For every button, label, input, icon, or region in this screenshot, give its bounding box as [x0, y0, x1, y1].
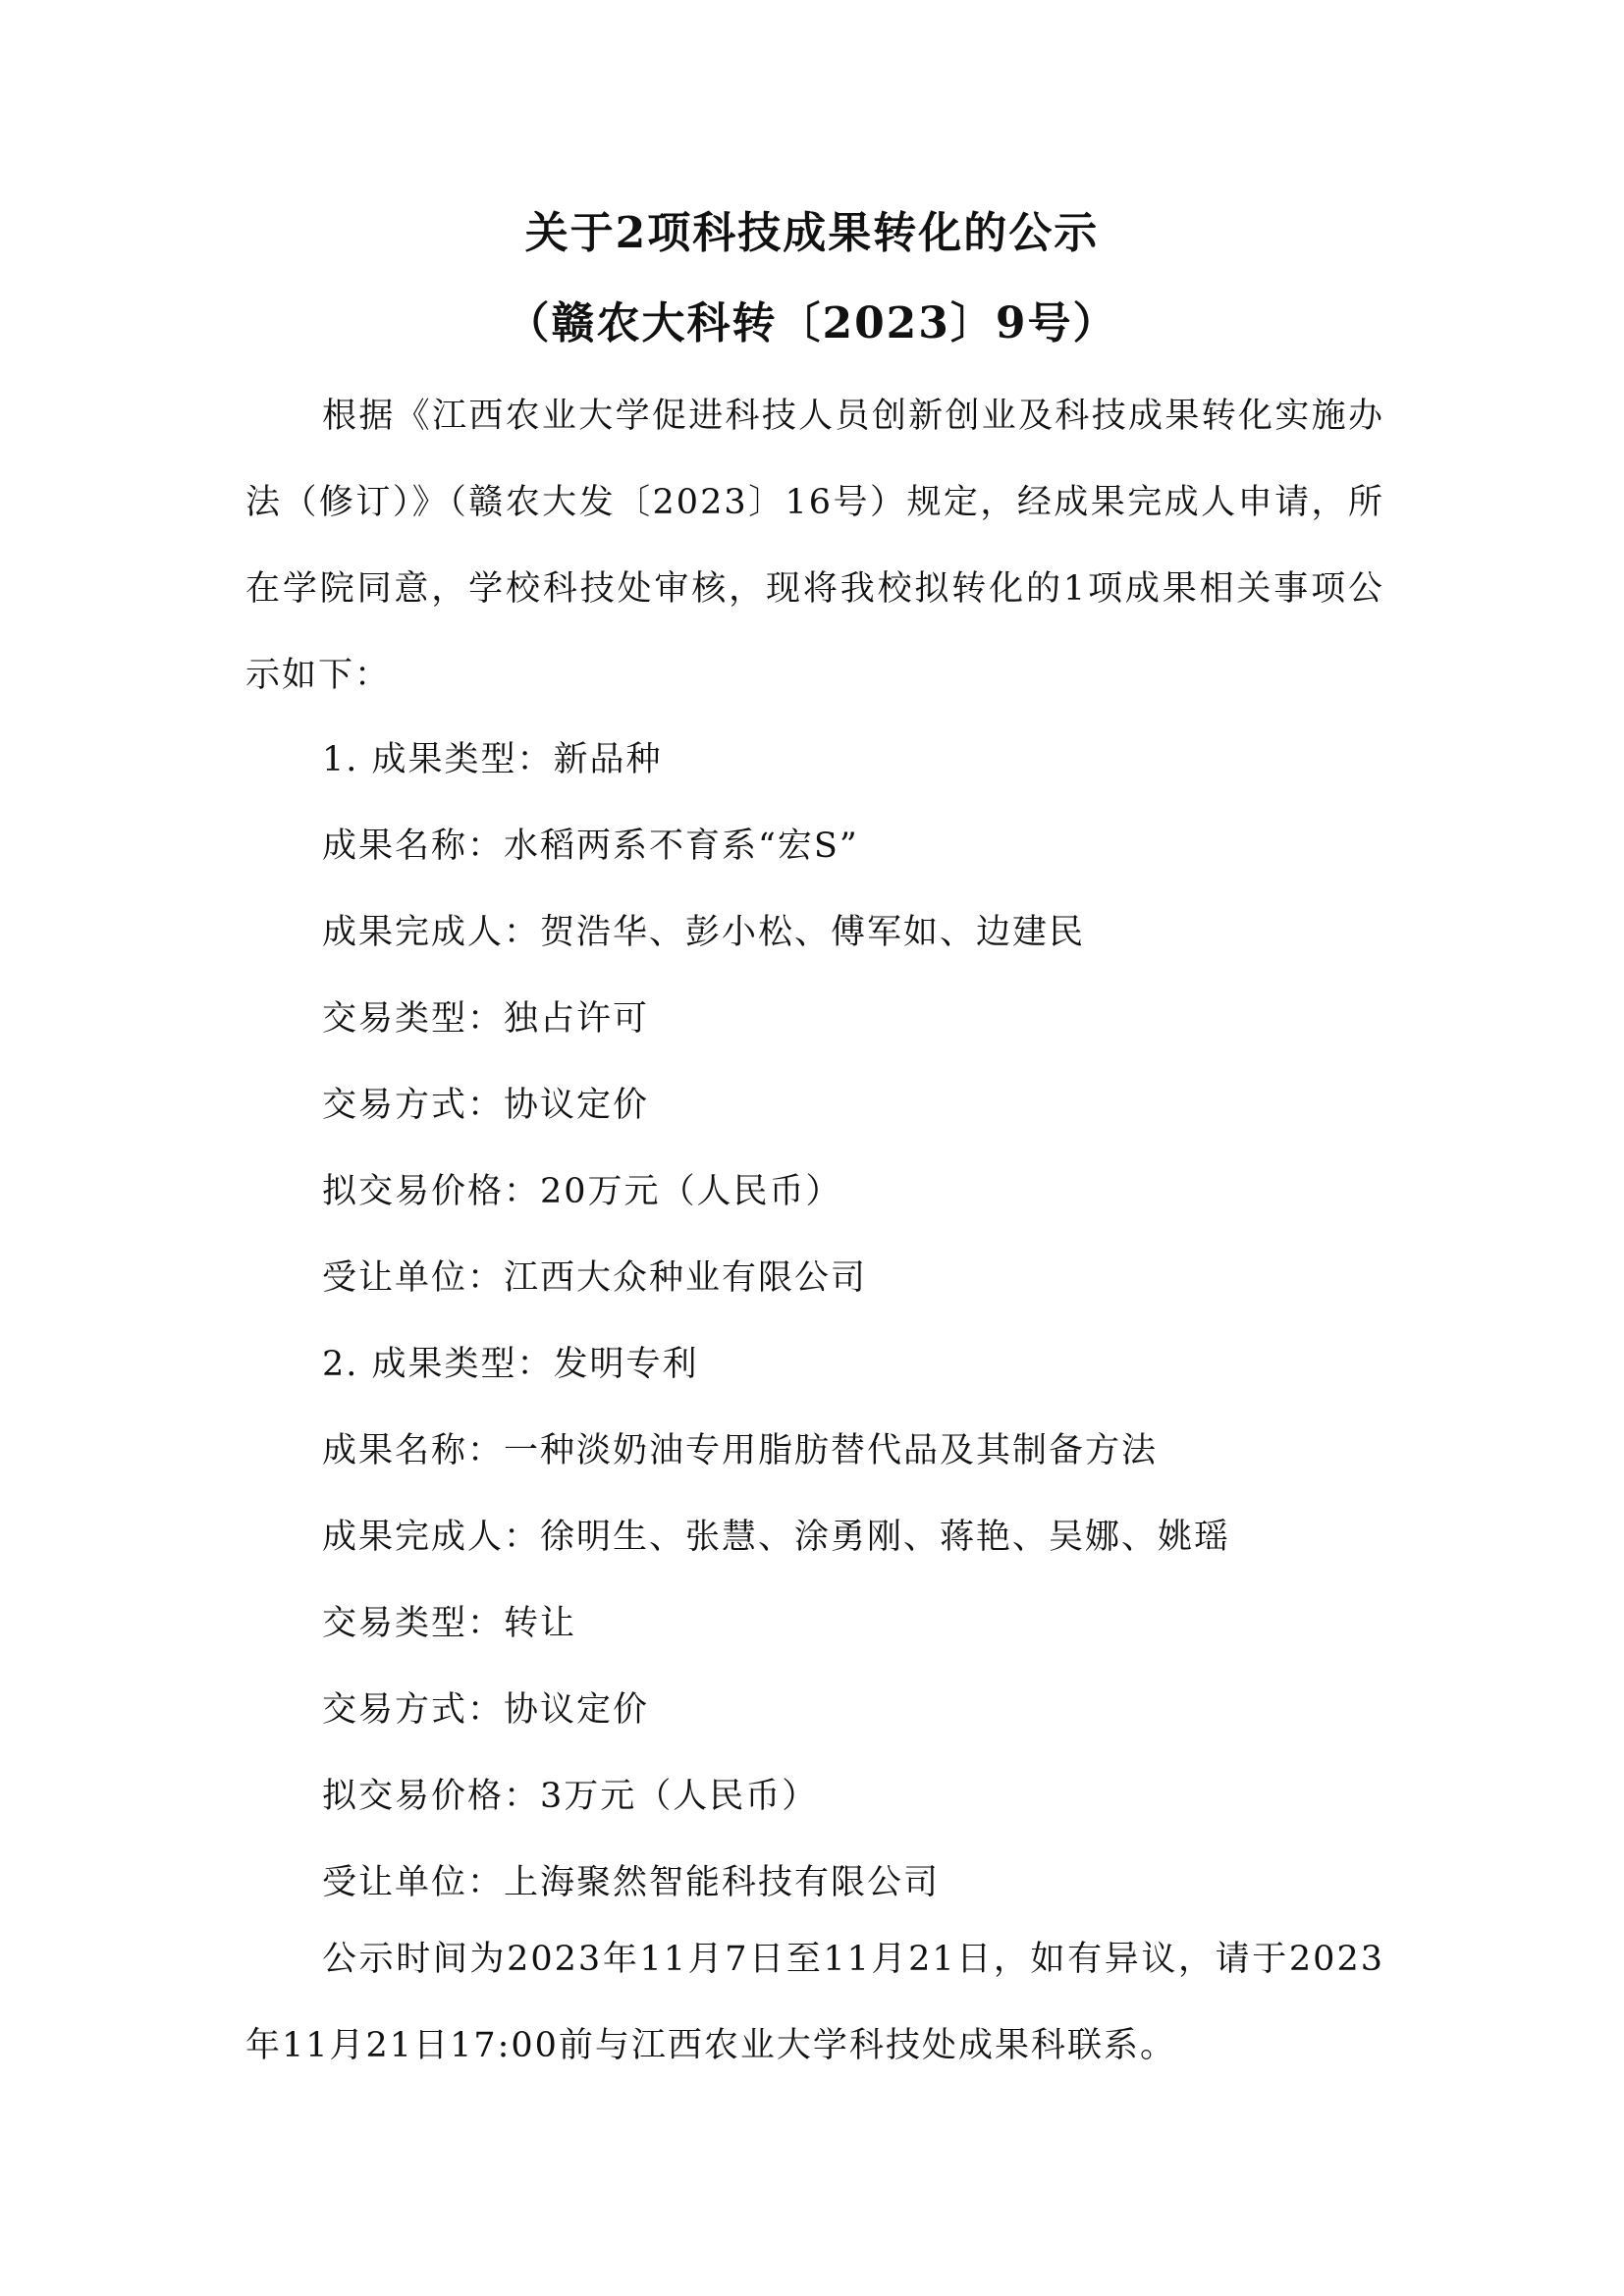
- intro-paragraph: 根据《江西农业大学促进科技人员创新创业及科技成果转化实施办法（修订）》（赣农大发〔2023〕16号）规定，经成果完成人申请，所在学院同意，学校科技处审核，现将我校拟转化的1项成果相关事项公示如下：: [245, 397, 1384, 695]
- document-number: （赣农大科转〔2023〕9号）: [506, 298, 1118, 348]
- item-2-completers: 成果完成人：徐明生、张慧、涂勇刚、蒋艳、吴娜、姚瑶: [322, 1518, 1231, 1557]
- item-1-completers: 成果完成人：贺浩华、彭小松、傅军如、边建民: [322, 913, 1086, 952]
- item-2-price: 拟交易价格：3万元（人民币）: [322, 1777, 819, 1816]
- document-title: 关于2项科技成果转化的公示: [524, 208, 1100, 258]
- item-1-assignee: 受让单位：江西大众种业有限公司: [322, 1258, 868, 1298]
- item-2-trade-type: 交易类型：转让: [322, 1604, 577, 1643]
- item-1-trade-type: 交易类型：独占许可: [322, 999, 650, 1039]
- item-2-assignee: 受让单位：上海聚然智能科技有限公司: [322, 1863, 941, 1902]
- item-2-type: 2. 成果类型：发明专利: [322, 1345, 699, 1384]
- item-1-trade-method: 交易方式：协议定价: [322, 1086, 650, 1125]
- notice-paragraph: 公示时间为2023年11月7日至11月21日，如有异议，请于2023年11月21日17:00前与江西农业大学科技处成果科联系。: [245, 1940, 1384, 2065]
- item-2-trade-method: 交易方式：协议定价: [322, 1690, 650, 1730]
- item-1-price: 拟交易价格：20万元（人民币）: [322, 1172, 842, 1211]
- item-2-name: 成果名称：一种淡奶油专用脂肪替代品及其制备方法: [322, 1431, 1159, 1470]
- item-1-name: 成果名称：水稻两系不育系“宏S”: [322, 827, 859, 866]
- item-1-type: 1. 成果类型：新品种: [322, 740, 663, 779]
